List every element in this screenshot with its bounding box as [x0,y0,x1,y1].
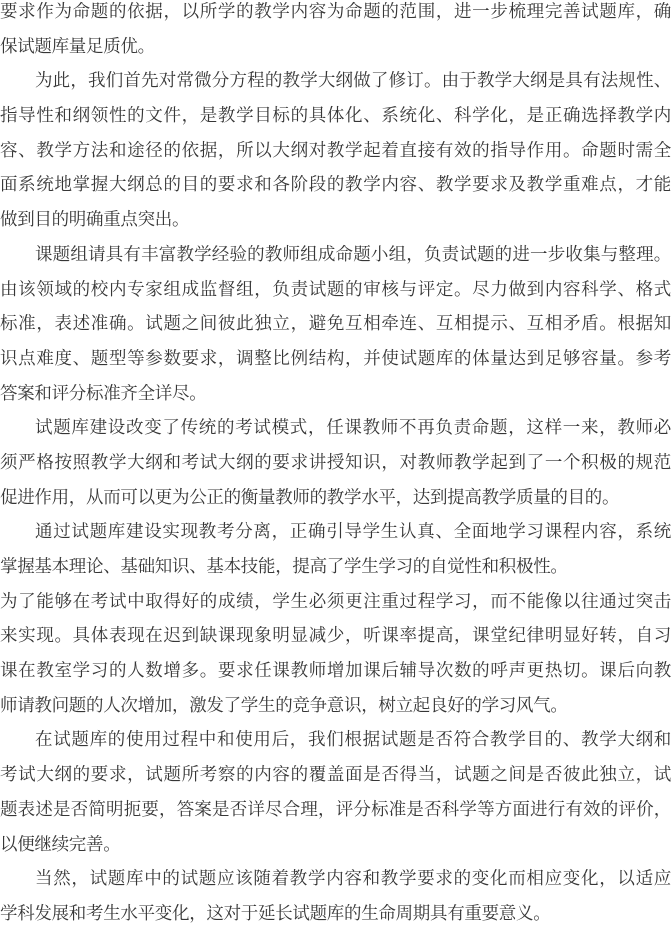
text-line: 课题组请具有丰富教学经验的教师组成命题小组，负责试题的进一步收集与整理。 [35,243,671,264]
text-line: 在试题库的使用过程中和使用后，我们根据试题是否符合教学目的、教学大纲和 [35,729,671,750]
text-line: 面系统地掌握大纲总的目的要求和各阶段的教学内容、教学要求及教学重难点，才能 [0,174,671,195]
text-line: 试题库建设改变了传统的考试模式，任课教师不再负责命题，这样一来，教师必 [35,417,671,438]
text-line: 课在教室学习的人数增多。要求任课教师增加课后辅导次数的呼声更热切。课后向教 [0,660,671,681]
text-line: 掌握基本理论、基础知识、基本技能，提高了学生学习的自觉性和积极性。 [0,556,568,576]
text-line: 题表述是否简明扼要，答案是否详尽合理，评分标准是否科学等方面进行有效的评价， [0,798,671,819]
text-line: 须严格按照教学大纲和考试大纲的要求讲授知识，对教师教学起到了一个积极的规范 [0,451,671,472]
text-line: 以便继续完善。 [0,833,121,854]
text-line: 由该领域的校内专家组成监督组，负责试题的审核与评定。尽力做到内容科学、格式 [0,278,671,299]
text-line: 容、教学方法和途径的依据，所以大纲对教学起着直接有效的指导作用。命题时需全 [0,139,671,160]
text-line: 识点难度、题型等参数要求，调整比例结构，并使试题库的体量达到足够容量。参考 [0,347,671,368]
text-line: 指导性和纲领性的文件，是教学目标的具体化、系统化、科学化，是正确选择教学内 [0,105,671,126]
text-line: 做到目的明确重点突出。 [0,209,190,230]
text-line: 来实现。具体表现在迟到缺课现象明显减少，听课率提高，课堂纪律明显好转，自习 [0,625,671,646]
text-line: 为此，我们首先对常微分方程的教学大纲做了修订。由于教学大纲是具有法规性、 [35,70,671,91]
text-line: 考试大纲的要求，试题所考察的内容的覆盖面是否得当，试题之间是否彼此独立，试 [0,764,671,785]
text-line: 促进作用，从而可以更为公正的衡量教师的教学水平，达到提高教学质量的目的。 [0,486,620,507]
text-line: 学科发展和考生水平变化，这对于延长试题库的生命周期具有重要意义。 [0,902,551,923]
text-line: 答案和评分标准齐全详尽。 [0,382,207,403]
text-line: 为了能够在考试中取得好的成绩，学生必须更注重过程学习，而不能像以往通过突击 [0,590,671,611]
text-line: 通过试题库建设实现教考分离，正确引导学生认真、全面地学习课程内容，系统 [35,521,671,542]
text-line: 要求作为命题的依据，以所学的教学内容为命题的范围，进一步梳理完善试题库，确 [0,1,671,21]
text-line: 当然，试题库中的试题应该随着教学内容和教学要求的变化而相应变化，以适应 [35,868,671,889]
text-line: 保试题库量足质优。 [0,35,155,56]
text-line: 师请教问题的人次增加，激发了学生的竞争意识，树立起良好的学习风气。 [0,694,568,715]
text-line: 标准，表述准确。试题之间彼此独立，避免互相牵连、互相提示、互相矛盾。根据知 [0,313,671,334]
